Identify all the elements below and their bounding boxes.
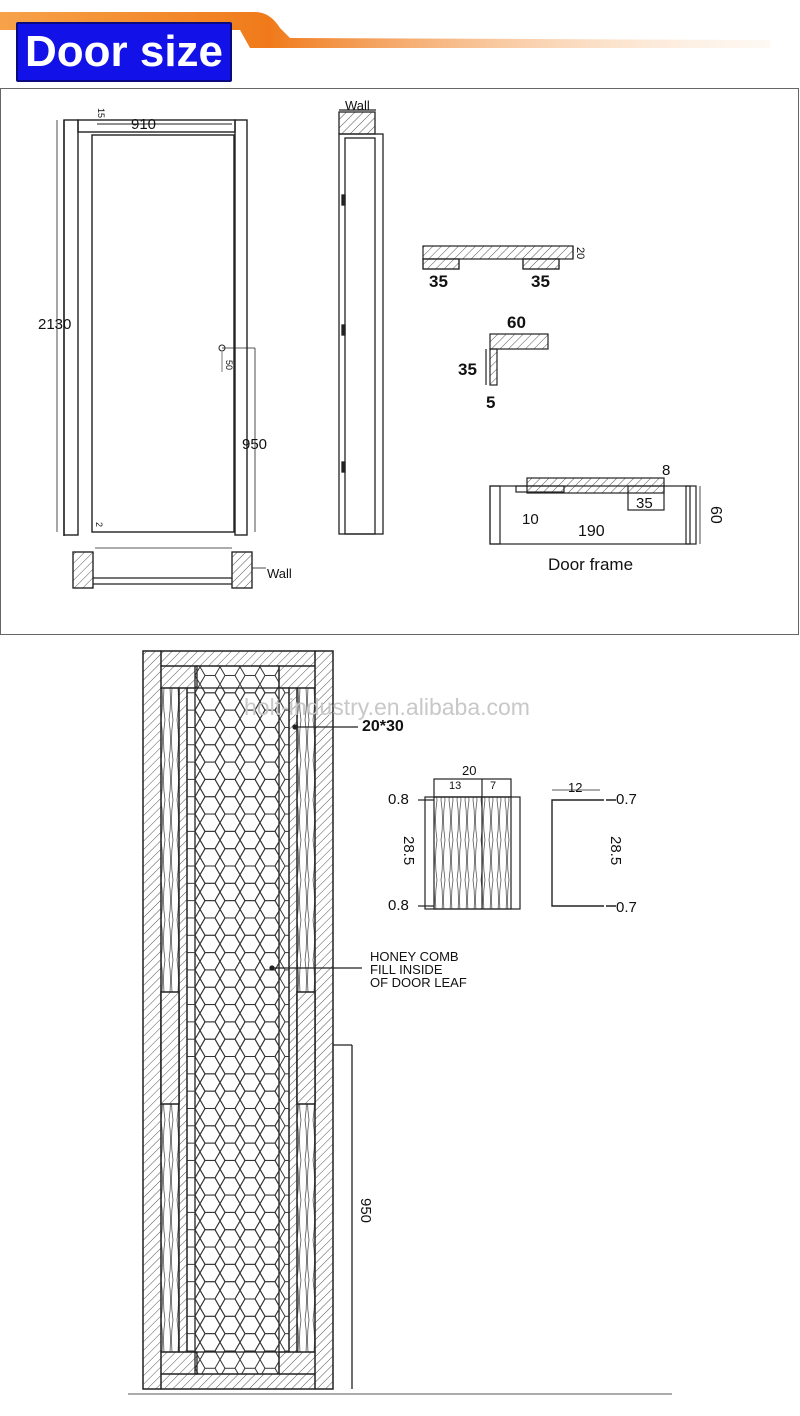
- honeycomb-note-3: OF DOOR LEAF: [370, 975, 467, 990]
- frame-offset-label: 10: [522, 511, 539, 528]
- leaf-thickness-label: 20: [574, 247, 586, 260]
- honeycomb-note-1: HONEY COMB: [370, 949, 459, 964]
- section-handle-label: 950: [357, 1198, 374, 1224]
- door-leaf-section: [128, 651, 672, 1394]
- profile-a-part-b-label: 7: [490, 780, 497, 792]
- stile-b-label: 35: [531, 272, 550, 291]
- top-gap-label: 15: [96, 108, 106, 119]
- stile-profile-detail: [418, 779, 520, 909]
- rail-size-label: 20*30: [362, 718, 404, 735]
- wall-plan-label: Wall: [267, 566, 292, 581]
- door-frame-caption: Door frame: [548, 555, 634, 574]
- page-title: Door size: [16, 22, 232, 82]
- profile-b-height-label: 28.5: [607, 836, 624, 866]
- profile-a-part-a-label: 13: [449, 780, 462, 792]
- honeycomb-note-2: FILL INSIDE: [370, 962, 443, 977]
- frame-depth-label: 60: [707, 506, 724, 524]
- frame-width-label: 190: [578, 523, 605, 540]
- profile-b-width-label: 12: [568, 780, 583, 795]
- wall-top-label: Wall: [345, 98, 370, 113]
- door-side-section: [339, 110, 383, 534]
- profile-b-top-label: 0.7: [616, 791, 637, 808]
- door-height-label: 2130: [38, 316, 72, 333]
- door-plan: [73, 548, 266, 588]
- stile-a-label: 35: [429, 272, 448, 291]
- watermark: holt-industry.en.alibaba.com: [244, 694, 530, 720]
- leaf-section-detail: [423, 246, 573, 269]
- handle-mark-label: 50: [224, 360, 234, 371]
- profile-a-total-label: 20: [462, 763, 477, 778]
- profile-a-top-skin-label: 0.8: [388, 791, 409, 808]
- handle-height-label: 950: [242, 436, 268, 453]
- frame-stop-label: 8: [662, 462, 671, 479]
- stop-height-label: 35: [458, 360, 477, 379]
- bottom-gap-label: 2: [94, 522, 104, 528]
- profile-a-height-label: 28.5: [400, 836, 417, 866]
- profile-b-bottom-label: 0.7: [616, 899, 637, 916]
- profile-a-bottom-skin-label: 0.8: [388, 897, 409, 914]
- stop-gap-label: 5: [486, 393, 496, 412]
- door-elevation: [57, 120, 255, 536]
- stop-width-label: 60: [507, 313, 526, 332]
- frame-rebate-label: 35: [636, 495, 653, 512]
- stop-detail: [486, 334, 548, 385]
- door-width-label: 910: [131, 116, 157, 133]
